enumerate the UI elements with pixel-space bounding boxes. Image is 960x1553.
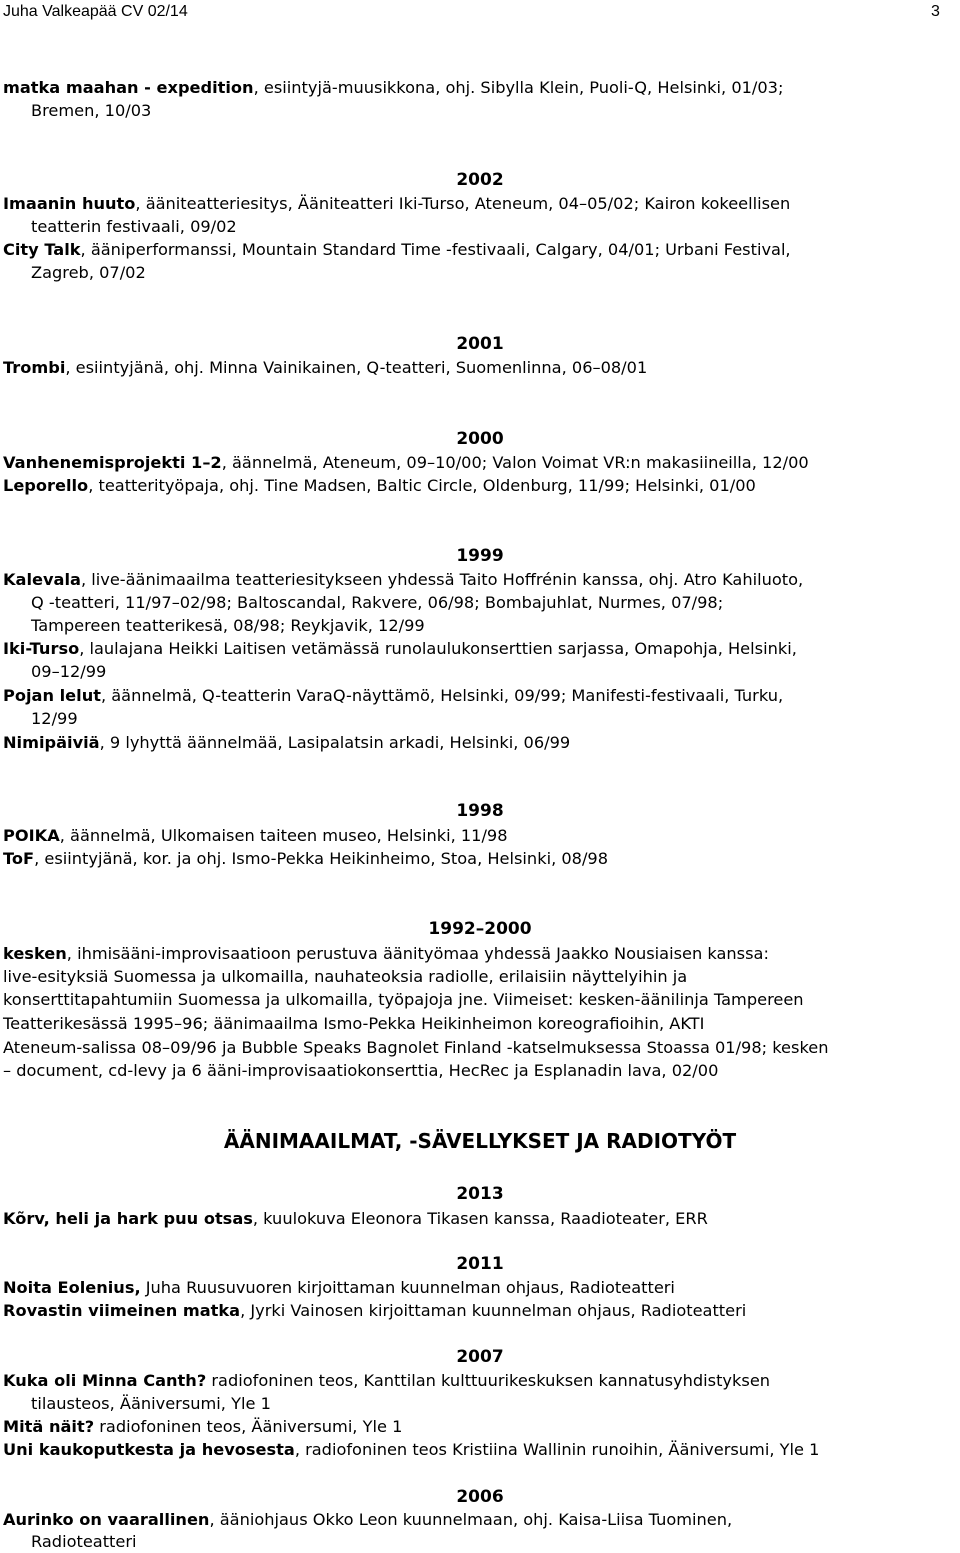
year-heading: 2013 (456, 1184, 504, 1204)
year-heading: 2007 (456, 1347, 504, 1367)
work-title: Pojan lelut (3, 686, 101, 705)
list-item (3, 824, 508, 847)
work-title: Aurinko on vaarallinen (3, 1510, 210, 1529)
list-item-continuation: Ateneum-salissa 08–09/96 ja Bubble Speaks Bagnolet Finland -katselmuksessa Stoassa 01/98; kesken (3, 1038, 829, 1057)
list-item (3, 637, 797, 660)
list-item-continuation: – document, cd-levy ja 6 ääni-improvisaatiokonserttia, HecRec ja Esplanadin lava, 02/00 (3, 1061, 719, 1080)
work-title: Leporello (3, 476, 89, 495)
work-details: , äännelmä, Q-teatterin VaraQ-näyttämö, Helsinki, 09/99; Manifesti-festivaali, Turku, (100, 686, 784, 705)
list-item (3, 192, 790, 215)
work-details: radiofoninen teos, Ääniversumi, Yle 1 (94, 1417, 403, 1436)
work-title: Kõrv, heli ja hark puu otsas (3, 1209, 253, 1228)
work-title: City Talk (3, 240, 81, 259)
list-item-continuation: Bremen, 10/03 (31, 101, 152, 120)
work-title: Trombi (3, 358, 66, 377)
list-item (3, 731, 570, 754)
work-title: Mitä näit? (3, 1417, 95, 1436)
work-title: Iki-Turso (3, 639, 80, 658)
list-item-continuation: tilausteos, Ääniversumi, Yle 1 (31, 1394, 271, 1413)
year-heading: 2002 (456, 170, 504, 190)
list-item (3, 942, 769, 965)
year-heading: 2001 (456, 334, 504, 354)
work-title: Vanhenemisprojekti 1–2 (3, 453, 222, 472)
list-item (3, 1438, 819, 1461)
list-item (3, 847, 608, 870)
list-item (3, 1299, 746, 1322)
list-item (3, 1508, 732, 1531)
work-details: , laulajana Heikki Laitisen vetämässä runolaulukonserttien sarjassa, Omapohja, Helsinki, (79, 639, 797, 658)
list-item-continuation: Tampereen teatterikesä, 08/98; Reykjavik, 12/99 (31, 616, 425, 635)
work-title: Noita Eolenius, (3, 1278, 141, 1297)
work-title: Uni kaukoputkesta ja hevosesta (3, 1440, 295, 1459)
work-title: ToF (3, 849, 35, 868)
list-item-continuation: Radioteatteri (31, 1532, 137, 1551)
work-title: matka maahan - expedition (3, 78, 254, 97)
year-heading: 1999 (456, 546, 504, 566)
work-details: , esiintyjä-muusikkona, ohj. Sibylla Klein, Puoli-Q, Helsinki, 01/03; (253, 78, 784, 97)
list-item (3, 1369, 770, 1392)
page-header-title: Juha Valkeapää CV 02/14 (3, 3, 188, 20)
work-title: Nimipäiviä (3, 733, 100, 752)
work-details: , live-äänimaailma teatteriesitykseen yhdessä Taito Hoffrénin kanssa, ohj. Atro Kahiluoto, (80, 570, 804, 589)
list-item (3, 684, 783, 707)
work-title: Kalevala (3, 570, 81, 589)
list-item (3, 474, 756, 497)
year-heading: 2000 (456, 429, 504, 449)
section-heading: ÄÄNIMAAILMAT, -SÄVELLYKSET JA RADIOTYÖT (223, 1129, 737, 1153)
list-item (3, 568, 803, 591)
list-item (3, 76, 783, 99)
list-item (3, 356, 647, 379)
list-item (3, 238, 791, 261)
year-heading: 2011 (456, 1254, 504, 1274)
list-item (3, 1415, 402, 1438)
work-title: POIKA (3, 826, 60, 845)
list-item (3, 1207, 708, 1230)
list-item-continuation: live-esityksiä Suomessa ja ulkomailla, nauhateoksia radiolle, erilaisiin näyttelyihin ja (3, 967, 688, 986)
list-item (3, 1276, 675, 1299)
work-details: , teatterityöpaja, ohj. Tine Madsen, Baltic Circle, Oldenburg, 11/99; Helsinki, 01/00 (88, 476, 756, 495)
work-details: , äännelmä, Ulkomaisen taiteen museo, Helsinki, 11/98 (59, 826, 508, 845)
year-heading: 1998 (456, 801, 504, 821)
list-item-continuation: Zagreb, 07/02 (31, 263, 146, 282)
list-item-continuation: konserttitapahtumiin Suomessa ja ulkomailla, työpajoja jne. Viimeiset: kesken-äänilinja Tampereen (3, 990, 804, 1009)
year-heading: 1992–2000 (428, 919, 532, 939)
list-item-continuation: Q -teatteri, 11/97–02/98; Baltoscandal, Rakvere, 06/98; Bombajuhlat, Nurmes, 07/98; (31, 593, 724, 612)
work-title: Rovastin viimeinen matka (3, 1301, 241, 1320)
list-item (3, 451, 809, 474)
list-item-continuation: 09–12/99 (31, 662, 107, 681)
year-heading: 2006 (456, 1487, 504, 1507)
work-details: , ääniteatteriesitys, Ääniteatteri Iki-Turso, Ateneum, 04–05/02; Kairon kokeellisen (135, 194, 791, 213)
work-title: Imaanin huuto (3, 194, 136, 213)
work-details: , kuulokuva Eleonora Tikasen kanssa, Raadioteater, ERR (252, 1209, 708, 1228)
work-details: , esiintyjänä, kor. ja ohj. Ismo-Pekka Heikinheimo, Stoa, Helsinki, 08/98 (34, 849, 609, 868)
work-details: , ääniperformanssi, Mountain Standard Time -festivaali, Calgary, 04/01; Urbani Festival, (80, 240, 791, 259)
work-details: , Jyrki Vainosen kirjoittaman kuunnelman ohjaus, Radioteatteri (240, 1301, 747, 1320)
work-details: , radiofoninen teos Kristiina Wallinin runoihin, Ääniversumi, Yle 1 (294, 1440, 820, 1459)
work-title: Kuka oli Minna Canth? (3, 1371, 207, 1390)
list-item-continuation: teatterin festivaali, 09/02 (31, 217, 237, 236)
work-details: , ihmisääni-improvisaatioon perustuva äänityömaa yhdessä Jaakko Nousiaisen kanssa: (66, 944, 769, 963)
work-details: Juha Ruusuvuoren kirjoittaman kuunnelman ohjaus, Radioteatteri (140, 1278, 675, 1297)
work-details: radiofoninen teos, Kanttilan kulttuurikeskuksen kannatusyhdistyksen (206, 1371, 771, 1390)
work-details: , äännelmä, Ateneum, 09–10/00; Valon Voimat VR:n makasiineilla, 12/00 (221, 453, 809, 472)
list-item-continuation: Teatterikesässä 1995–96; äänimaailma Ismo-Pekka Heikinheimon koreografioihin, AKTI (3, 1014, 705, 1033)
work-details: , 9 lyhyttä äännelmää, Lasipalatsin arkadi, Helsinki, 06/99 (99, 733, 571, 752)
list-item-continuation: 12/99 (31, 709, 78, 728)
work-details: , esiintyjänä, ohj. Minna Vainikainen, Q-teatteri, Suomenlinna, 06–08/01 (65, 358, 648, 377)
page-number: 3 (931, 3, 940, 20)
work-title: kesken (3, 944, 67, 963)
work-details: , ääniohjaus Okko Leon kuunnelmaan, ohj. Kaisa-Liisa Tuominen, (209, 1510, 733, 1529)
